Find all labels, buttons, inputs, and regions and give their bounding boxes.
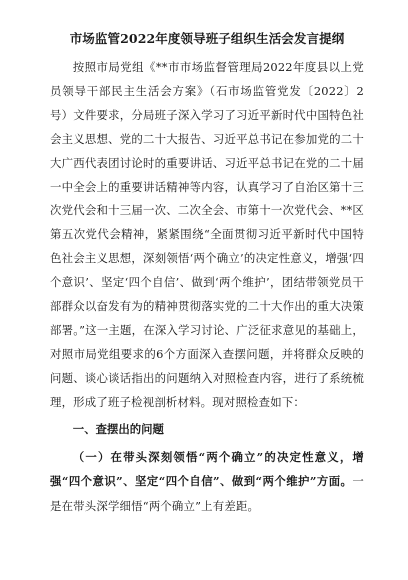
intro-paragraph: 按照市局党组《**市市场监督管理局2022年度县以上党员领导干部民主生活会方案》（石市场监管党发〔2022〕2号）文件要求，分局班子深入学习了习近平新时代中国特色社会主义思想、党的二十大报告、习近平总书记在参加党的二十大广西代表团讨论时的重要讲话、习近平总书记在党的二十届一中全会上的重要讲话精神等内容，认真学习了自治区第十三次党代会和十三届一次、二次全会、市第十一次党代会、**区第五次党代会精神，紧紧围绕“全面贯彻习近平新时代中国特色社会主义思想，深刻领悟‘两个确立’的决定性意义，增强‘四个意识’、坚定‘四个自信’、做到‘两个维护’，团结带领党员干部群众以奋发有为的精神贯彻落实党的二十大作出的重大决策部署。”这一主题，在深入学习讨论、广泛征求意见的基础上，对照市局党组要求的6个方面深入查摆问题，并将群众反映的问题、谈心谈话指出的问题纳入对照检查内容，进行了系统梳理，形成了班子检视剖析材料。现对照检查如下： (50, 60, 364, 409)
subsection-heading: （一）在带头深刻领悟“两个确立”的决定性意义，增强“四个意识”、坚定“四个自信”、做到“两个维护”方面。 (50, 449, 364, 489)
section-heading: 一、查摆出的问题 (72, 421, 164, 436)
document-title: 市场监管2022年度领导班子组织生活会发言提纲 (69, 31, 345, 46)
subsection-text: 一是在带头深学细悟“两个确立”上有差距。 (50, 474, 364, 513)
subsection-paragraph (50, 445, 364, 519)
